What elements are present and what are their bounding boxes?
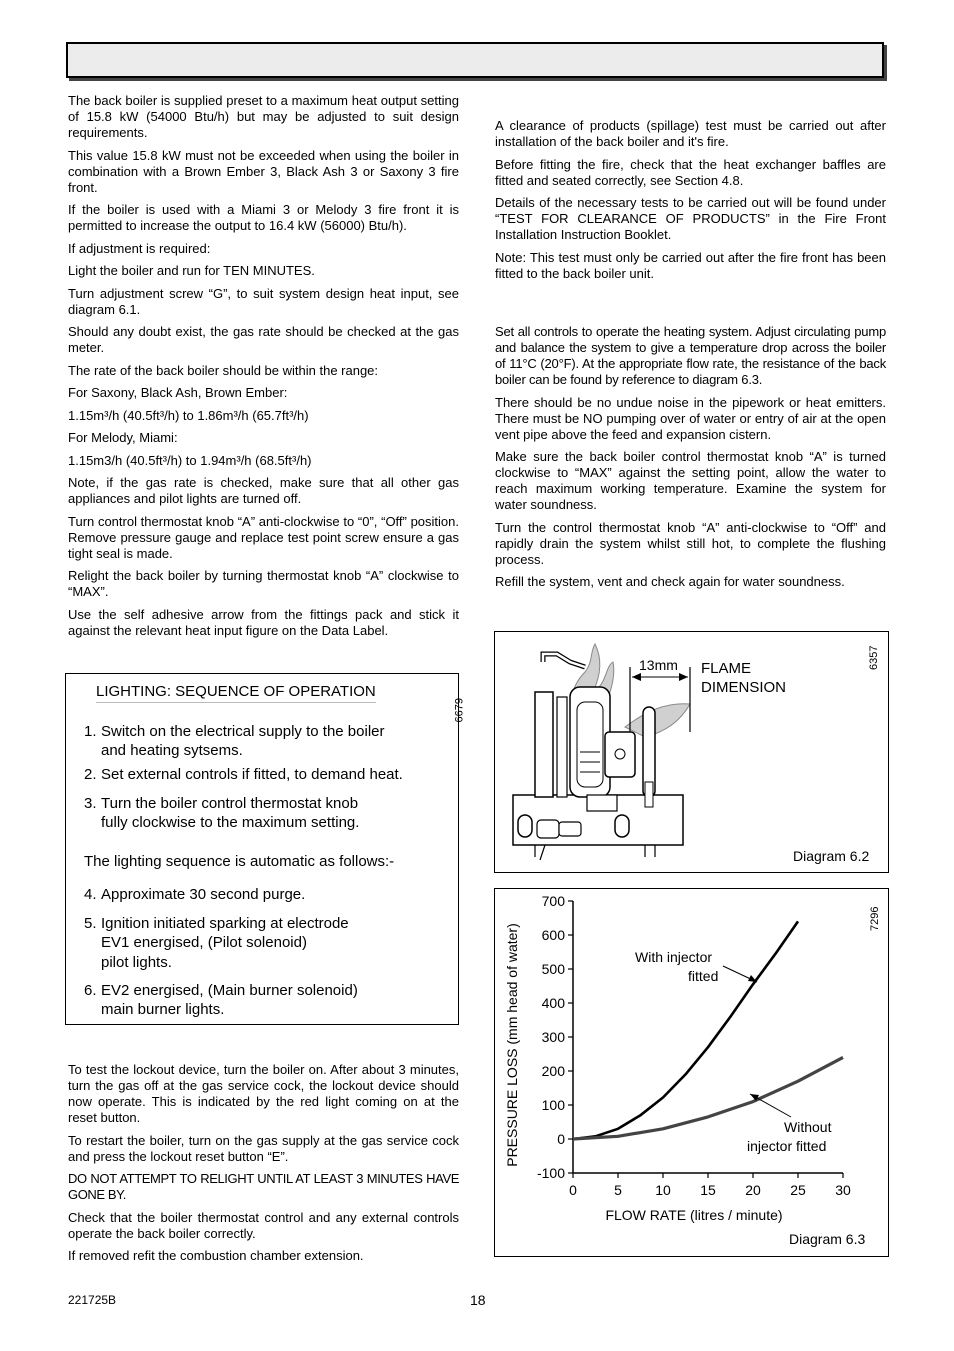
paragraph: Details of the necessary tests to be carried out will be found under “TEST FOR CLEARANCE OF PRODUCTS” in the Fire Front Installation Instruction Booklet.	[495, 195, 886, 242]
y-tick-label: 200	[541, 1063, 565, 1079]
lighting-step-5: 5. Ignition initiated sparking at electrode EV1 energised, (Pilot solenoid) pilot lights.	[84, 915, 349, 971]
y-tick-label: 0	[557, 1131, 565, 1147]
section-header-bar	[66, 42, 884, 78]
document-code: 221725B	[68, 1293, 117, 1307]
paragraph: Light the boiler and run for TEN MINUTES.	[68, 263, 315, 278]
paragraph: Relight the back boiler by turning thermostat knob “A” clockwise to “MAX”.	[68, 568, 459, 599]
lighting-box-title: LIGHTING: SEQUENCE OF OPERATION	[96, 682, 376, 703]
x-axis-label: FLOW RATE (litres / minute)	[605, 1207, 783, 1223]
paragraph: Should any doubt exist, the gas rate should be checked at the gas meter.	[68, 324, 459, 355]
lighting-box-code: 6679	[453, 698, 465, 723]
paragraph: Note: This test must only be carried out after the fire front has been fitted to the back boiler unit.	[495, 249, 886, 281]
paragraph: The rate of the back boiler should be within the range:	[68, 362, 379, 378]
paragraph: If the boiler is used with a Miami 3 or Melody 3 fire front it is permitted to increase the output to 16.4 kW (56000) Btu/h).	[68, 202, 459, 233]
paragraph: If adjustment is required:	[68, 240, 211, 256]
lockout-test-text	[68, 1062, 459, 1271]
flame-dimension-label-1: FLAME	[701, 660, 752, 677]
y-tick-label: -100	[536, 1165, 565, 1181]
paragraph: To test the lockout device, turn the boiler on. After about 3 minutes, turn the gas off at the gas service cock, the lockout device should now operate. This is indicated by the red light coming on at the reset button.	[68, 1062, 459, 1125]
pilot-burner-illustration	[495, 632, 888, 872]
paragraph: For Saxony, Black Ash, Brown Ember:	[68, 385, 288, 400]
paragraph: Set all controls to operate the heating system. Adjust circulating pump and balance the system to give a temperature drop across the boiler of 11°C (20°F). At the appropriate flow rate, the resistance of the back boiler can be found by reference to diagram 6.3.	[495, 324, 886, 387]
paragraph: Check that the boiler thermostat control and any external controls operate the back boiler correctly.	[68, 1209, 459, 1241]
water-circulation-text	[495, 324, 886, 597]
paragraph: Turn the control thermostat knob “A” anti-clockwise to “Off” and rapidly drain the system whilst still hot, to complete the flushing process.	[495, 519, 886, 567]
x-tick-label: 0	[569, 1182, 577, 1198]
x-tick-label: 15	[700, 1182, 716, 1198]
paragraph: For Melody, Miami:	[68, 430, 178, 445]
diagram-6-2-caption: Diagram 6.2	[793, 848, 870, 864]
paragraph: Note, if the gas rate is checked, make sure that all other gas appliances and pilot lights are turned off.	[68, 475, 459, 506]
y-axis-label: PRESSURE LOSS (mm head of water)	[504, 923, 520, 1167]
y-tick-label: 400	[541, 995, 565, 1011]
diagram-6-2-box	[494, 631, 889, 873]
lighting-step-6: 6. EV2 energised, (Main burner solenoid) main burner lights.	[84, 982, 358, 1018]
pressure-loss-chart	[495, 889, 888, 1256]
lighting-step-4: 4. Approximate 30 second purge.	[84, 886, 306, 903]
diagram-6-2-code: 6357	[868, 645, 880, 670]
paragraph: Before fitting the fire, check that the heat exchanger baffles are fitted and seated correctly, see Section 4.8.	[495, 156, 886, 188]
paragraph: Use the self adhesive arrow from the fittings pack and stick it against the relevant heat input figure on the Data Label.	[68, 606, 459, 638]
flame-dimension-label-2: DIMENSION	[701, 679, 787, 696]
lighting-step-3: 3. Turn the boiler control thermostat knob fully clockwise to the maximum setting.	[84, 795, 360, 831]
paragraph: This value 15.8 kW must not be exceeded when using the boiler in combination with a Brown Ember 3, Black Ash 3 or Saxony 3 fire front.	[68, 147, 459, 195]
lighting-step-2: 2. Set external controls if fitted, to demand heat.	[84, 766, 403, 783]
lighting-intro: The lighting sequence is automatic as follows:-	[84, 853, 395, 870]
spillage-test-text	[495, 118, 886, 288]
gas-rate-adjustment-text	[68, 93, 459, 645]
x-tick-label: 20	[745, 1182, 761, 1198]
y-tick-label: 300	[541, 1029, 565, 1045]
page-number: 18	[470, 1292, 486, 1308]
lighting-sequence-box	[65, 673, 465, 1025]
paragraph: There should be no undue noise in the pipework or heat emitters. There must be NO pumping over of water or entry of air at the open vent pipe above the feed and expansion cistern.	[495, 394, 886, 442]
diagram-6-3-box	[494, 888, 889, 1257]
paragraph: DO NOT ATTEMPT TO RELIGHT UNTIL AT LEAST 3 MINUTES HAVE GONE BY.	[68, 1171, 459, 1202]
paragraph: Refill the system, vent and check again for water soundness.	[495, 574, 845, 589]
x-tick-label: 5	[614, 1182, 622, 1198]
paragraph: If removed refit the combustion chamber extension.	[68, 1248, 364, 1263]
gas-rate-range-saxony: 1.15m³/h (40.5ft³/h) to 1.86m³/h (65.7ft³/h)	[68, 407, 309, 423]
x-tick-label: 10	[655, 1182, 671, 1198]
lighting-step-1: 1. Switch on the electrical supply to the boiler and heating sytsems.	[84, 723, 385, 759]
paragraph: The back boiler is supplied preset to a maximum heat output setting of 15.8 kW (54000 Btu/h) but may be adjusted to suit design requirements.	[68, 93, 459, 140]
paragraph: To restart the boiler, turn on the gas supply at the gas service cock and press the lockout reset button “E”.	[68, 1132, 459, 1164]
paragraph: Turn adjustment screw “G”, to suit system design heat input, see diagram 6.1.	[68, 285, 459, 317]
label-with-injector-1: With injector	[635, 949, 713, 965]
paragraph: Turn control thermostat knob “A” anti-clockwise to “0”, “Off” position. Remove pressure gauge and replace test point screw ensure a gas tight seal is made.	[68, 513, 459, 561]
y-tick-label: 600	[541, 927, 565, 943]
flame-dimension-value: 13mm	[639, 657, 678, 673]
x-tick-label: 30	[835, 1182, 851, 1198]
diagram-6-3-caption: Diagram 6.3	[789, 1231, 866, 1247]
paragraph: Make sure the back boiler control thermostat knob “A” is turned clockwise to “MAX” against the setting point, allow the water to reach maximum working temperature. Examine the system for water soundness.	[495, 449, 886, 512]
label-without-injector-1: Without	[784, 1119, 832, 1135]
diagram-6-3-code: 7296	[869, 906, 881, 931]
y-tick-label: 700	[541, 893, 565, 909]
y-tick-label: 500	[541, 961, 565, 977]
paragraph: A clearance of products (spillage) test must be carried out after installation of the back boiler and it's fire.	[495, 118, 886, 149]
gas-rate-range-melody: 1.15m3/h (40.5ft³/h) to 1.94m³/h (68.5ft³/h)	[68, 452, 312, 468]
leader-arrow-with-injector	[748, 975, 757, 982]
x-tick-label: 25	[790, 1182, 806, 1198]
label-without-injector-2: injector fitted	[747, 1138, 827, 1154]
y-tick-label: 100	[541, 1097, 565, 1113]
label-with-injector-2: fitted	[688, 968, 719, 984]
